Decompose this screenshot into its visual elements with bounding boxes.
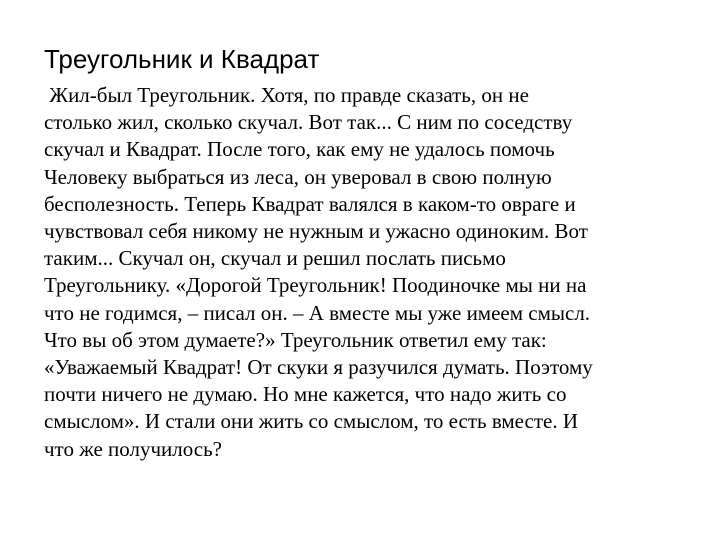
story-line: Жил-был Треугольник. Хотя, по правде сказать, он не [44, 83, 529, 107]
story-line: чувствовал себя никому не нужным и ужасно одиноким. Вот [44, 219, 588, 244]
story-line: столько жил, сколько скучал. Вот так... С ним по соседству [44, 110, 573, 135]
story-line: почти ничего не думаю. Но мне кажется, что надо жить со [44, 382, 567, 407]
story-line: что не годимся, – писал он. – А вместе мы уже имеем смысл. [44, 300, 591, 325]
story-line: скучал и Квадрат. После того, как ему не удалось помочь [44, 137, 555, 162]
story-line: смыслом». И стали они жить со смыслом, то есть вместе. И [44, 409, 579, 434]
story-line: бесполезность. Теперь Квадрат валялся в каком-то овраге и [44, 191, 576, 216]
story-line: «Уважаемый Квадрат! От скуки я разучился думать. Поэтому [44, 355, 593, 380]
story-line: таким... Скучал он, скучал и решил послать письмо [44, 246, 506, 271]
story-text [44, 82, 684, 463]
story-line: Треугольнику. «Дорогой Треугольник! Поодиночке мы ни на [44, 273, 587, 298]
story-line: Что вы об этом думаете?» Треугольник ответил ему так: [44, 327, 547, 352]
story-line: Человеку выбраться из леса, он уверовал в свою полную [44, 164, 552, 189]
slide-title: Треугольник и Квадрат [44, 44, 320, 74]
story-line: что же получилось? [44, 436, 222, 461]
